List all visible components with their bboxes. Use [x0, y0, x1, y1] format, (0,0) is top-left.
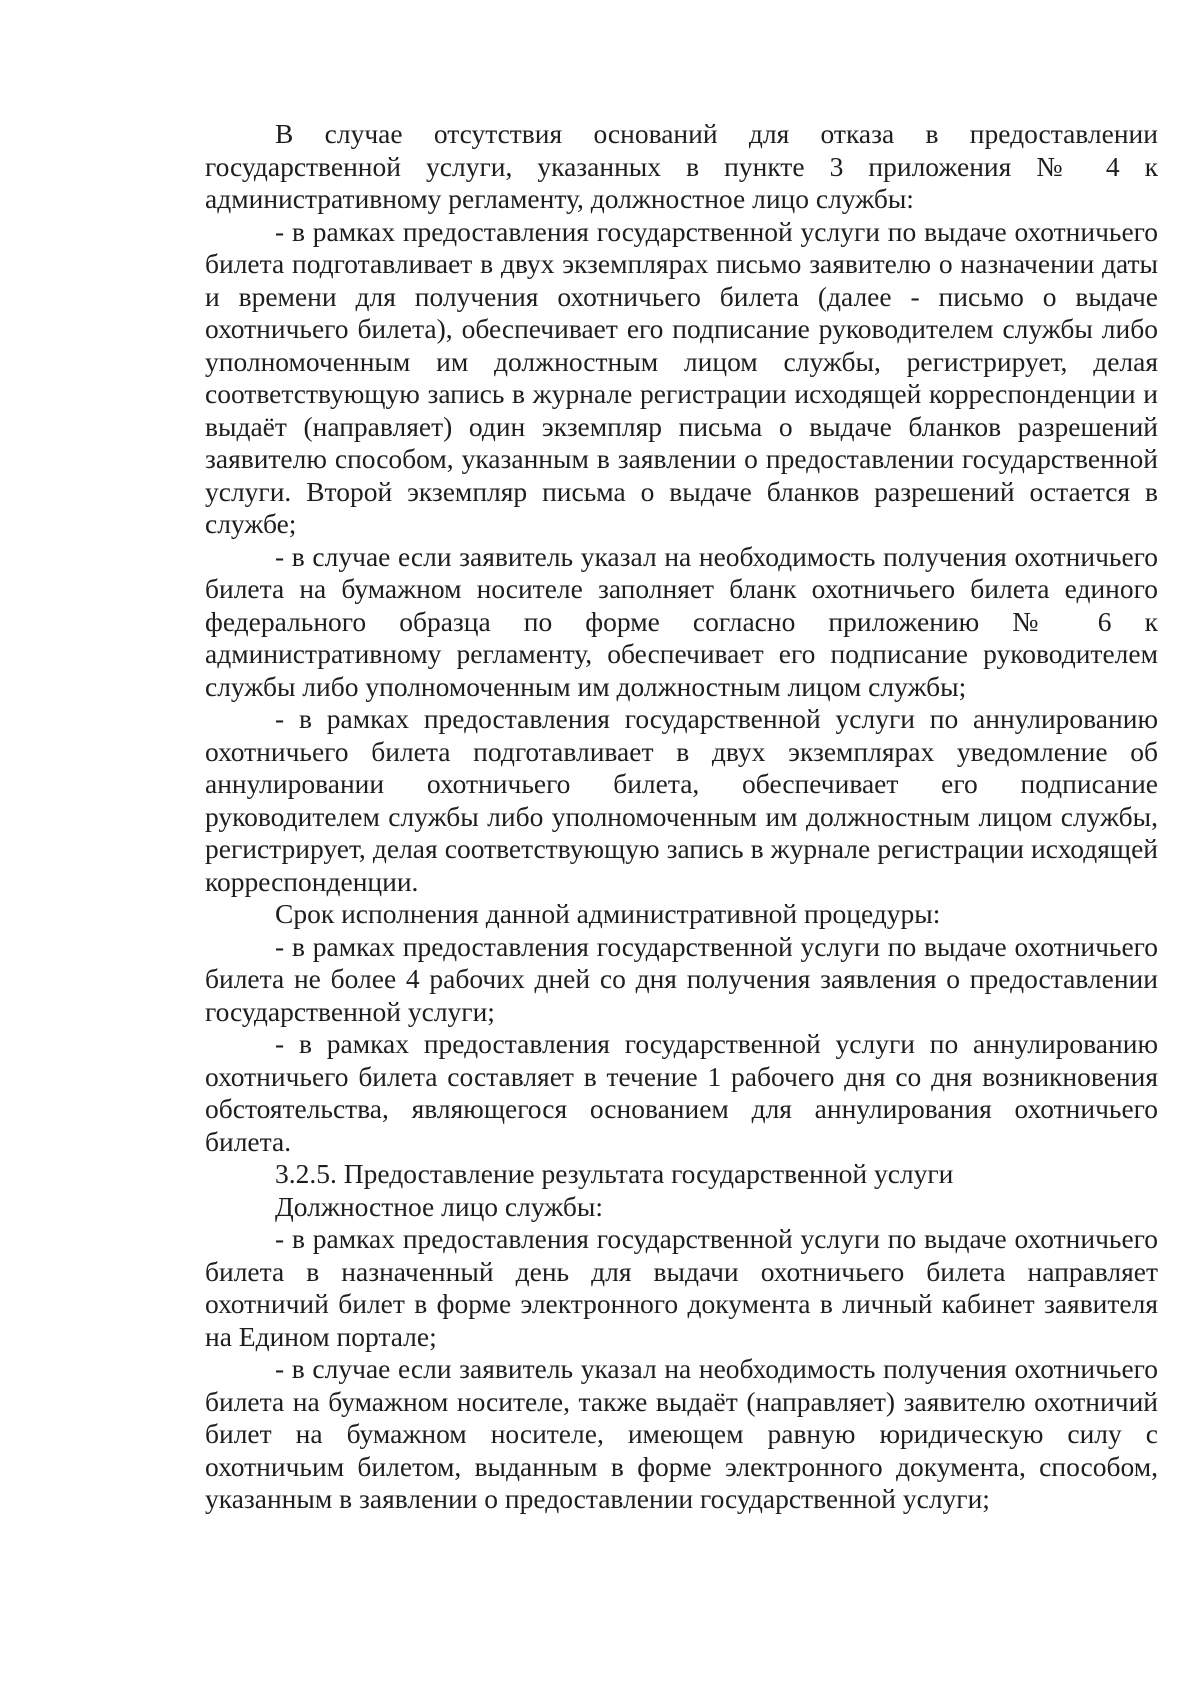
paragraph-deadline-heading: Срок исполнения данной административной процедуры: [275, 898, 941, 929]
section-heading-3-2-5: 3.2.5. Предоставление результата государственной услуги [275, 1158, 954, 1189]
paragraph-deadline-issuance: - в рамках предоставления государственной услуги по выдаче охотничьего билета не более 4 рабочих дней со дня получения заявления о предоставлении государственной услуги; [205, 930, 1158, 1027]
paragraph-annulment-notice: - в рамках предоставления государственной услуги по аннулированию охотничьего билета подготавливает в двух экземплярах уведомление об аннулировании охотничьего билета, обеспечивает его подписание руководителем службы либо уполномоченным им должностным лицом службы, регистрирует, делая соответствующую запись в журнале регистрации исходящей корреспонденции. [205, 703, 1158, 897]
paragraph-deadline-annulment: - в рамках предоставления государственной услуги по аннулированию охотничьего билета составляет в течение 1 рабочего дня со дня возникновения обстоятельства, являющегося основанием для аннулирования охотничьего билета. [205, 1028, 1158, 1157]
paragraph-paper-blank: - в случае если заявитель указал на необходимость получения охотничьего билета на бумажном носителе заполняет бланк охотничьего билета единого федерального образца по форме согласно приложению № 6 к административному регламенту, обеспечивает его подписание руководителем службы либо уполномоченным им должностным лицом службы; [205, 540, 1158, 702]
paragraph-no-grounds-for-refusal: В случае отсутствия оснований для отказа в предоставлении государственной услуги, указанных в пункте 3 приложения № 4 к административному регламенту, должностное лицо службы: [205, 118, 1158, 214]
document-body [205, 118, 1158, 1516]
paragraph-electronic-delivery: - в рамках предоставления государственной услуги по выдаче охотничьего билета в назначенный день для выдачи охотничьего билета направляет охотничий билет в форме электронного документа в личный кабинет заявителя на Едином портале; [205, 1223, 1158, 1352]
paragraph-official: Должностное лицо службы: [275, 1190, 603, 1222]
paragraph-paper-delivery: - в случае если заявитель указал на необходимость получения охотничьего билета на бумажном носителе, также выдаёт (направляет) заявителю охотничий билет на бумажном носителе, имеющем равную юридическую силу с охотничьим билетом, выданным в форме электронного документа, способом, указанным в заявлении о предоставлении государственной услуги; [205, 1353, 1158, 1514]
paragraph-letter-preparation: - в рамках предоставления государственной услуги по выдаче охотничьего билета подготавливает в двух экземплярах письмо заявителю о назначении даты и времени для получения охотничьего билета (далее - письмо о выдаче охотничьего билета), обеспечивает его подписание руководителем службы либо уполномоченным им должностным лицом службы, регистрирует, делая соответствующую запись в журнале регистрации исходящей корреспонденции и выдаёт (направляет) один экземпляр письма о выдаче бланков разрешений заявителю способом, указанным в заявлении о предоставлении государственной услуги. Второй экземпляр письма о выдаче бланков разрешений остается в службе; [205, 215, 1158, 539]
